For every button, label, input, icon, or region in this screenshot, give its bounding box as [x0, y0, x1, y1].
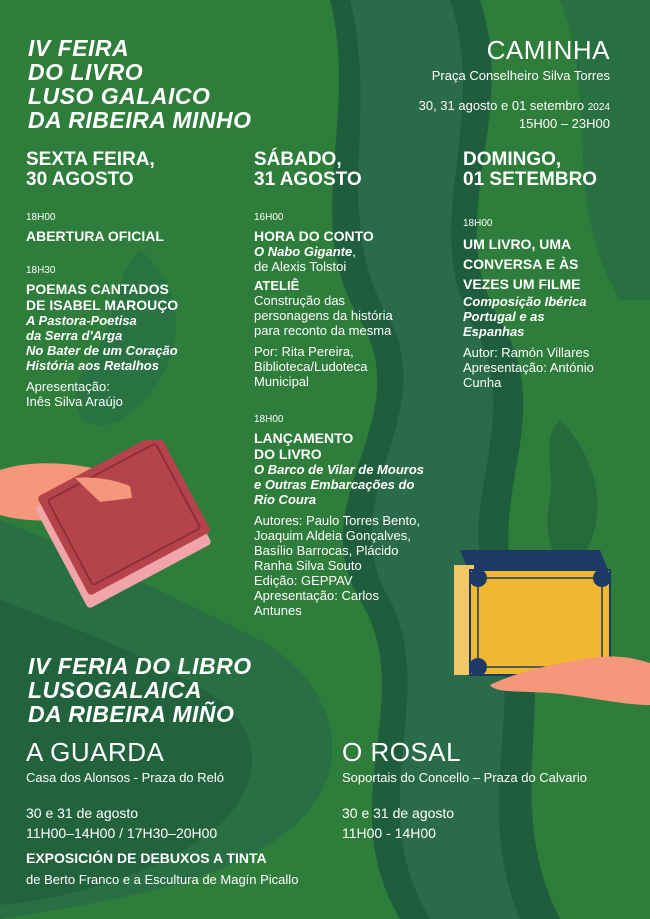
- red-book-icon: [0, 440, 230, 610]
- day-line: SEXTA FEIRA,: [26, 149, 155, 170]
- caminha-dates: [419, 98, 610, 114]
- a-guarda-dates: 30 e 31 de agosto: [26, 805, 139, 821]
- o-rosal-venue: Soportais do Concello – Praza do Calvario: [342, 770, 587, 785]
- event-title-line: UM LIVRO, UMA: [463, 236, 572, 252]
- event-title-line: POEMAS CANTADOS: [26, 281, 169, 297]
- main-title-line: DO LIVRO: [28, 59, 144, 85]
- by-line: Biblioteca/Ludoteca: [254, 359, 368, 374]
- credit-line: Antunes: [254, 603, 302, 618]
- atelier-title: ATELIÊ: [254, 278, 300, 293]
- caminha-venue: Praça Conselheiro Silva Torres: [431, 68, 610, 83]
- credit-line: Apresentação: Carlos: [254, 588, 380, 603]
- work-line: No Bater de um Coração: [26, 343, 178, 358]
- work-line: e Outras Embarcações do: [254, 477, 415, 492]
- galician-title-line: LUSOGALAICA: [28, 677, 203, 703]
- credit-line: Autor: Ramón Villares: [463, 345, 590, 360]
- desc-line: Construção das: [254, 293, 346, 308]
- main-title-line: IV FEIRA: [28, 35, 130, 61]
- event-title: ABERTURA OFICIAL: [26, 228, 164, 244]
- event-credits: [463, 345, 643, 390]
- friday-column: [26, 150, 216, 409]
- yellow-book-icon: [440, 545, 650, 710]
- credit-line: Cunha: [463, 375, 502, 390]
- event-time: 18H00: [463, 218, 493, 229]
- atelier-desc: [254, 293, 454, 338]
- event-title: [254, 430, 454, 462]
- work-suffix: ,: [352, 244, 356, 259]
- event-title-line: LANÇAMENTO: [254, 430, 354, 446]
- a-guarda-block: [26, 738, 224, 843]
- event-works: [26, 313, 216, 373]
- o-rosal-block: [342, 738, 587, 843]
- event-title-line: DE ISABEL MAROUÇO: [26, 297, 179, 313]
- sunday-day-title: [463, 150, 643, 190]
- main-title: [28, 36, 252, 132]
- caminha-dates-text: 30, 31 agosto e 01 setembro: [418, 98, 585, 113]
- work-line: Portugal e as: [463, 309, 545, 324]
- credit-line: Edição: GEPPAV: [254, 573, 353, 588]
- galician-title-line: DA RIBEIRA MIÑO: [28, 701, 235, 727]
- exhibit-title: EXPOSICIÓN DE DEBUXOS A TINTA: [26, 850, 267, 866]
- event-works: [254, 462, 454, 507]
- day-line: SÁBADO,: [254, 149, 342, 170]
- o-rosal-city: O ROSAL: [342, 737, 462, 767]
- event-credits: [254, 513, 454, 618]
- galician-title: [28, 654, 252, 726]
- sunday-column: [463, 150, 643, 390]
- event-title: HORA DO CONTO: [254, 228, 374, 244]
- credit-line: Autores: Paulo Torres Bento,: [254, 513, 420, 528]
- event-work: [254, 244, 454, 259]
- day-line: 31 AGOSTO: [254, 169, 362, 190]
- day-line: 01 SETEMBRO: [463, 169, 598, 190]
- desc-line: para reconto da mesma: [254, 323, 392, 338]
- work-line: Rio Coura: [254, 492, 317, 507]
- credit-line: Basílio Barrocas, Plácido: [254, 543, 399, 558]
- work-line: Espanhas: [463, 324, 525, 339]
- event-title-line: DO LIVRO: [254, 446, 322, 462]
- caminha-year: 2024: [587, 102, 610, 113]
- event-title: [463, 234, 643, 294]
- caminha-city: CAMINHA: [486, 35, 610, 65]
- event-works: [463, 294, 643, 339]
- work-line: História aos Retalhos: [26, 358, 159, 373]
- event-presenter: [26, 379, 216, 409]
- o-rosal-dates: 30 e 31 de agosto: [342, 805, 455, 821]
- event-time: 18H00: [26, 212, 56, 223]
- presenter-line: Apresentação:: [26, 379, 110, 394]
- presenter-line: Inês Silva Araújo: [26, 394, 123, 409]
- event-time: 16H00: [254, 212, 284, 223]
- work-line: O Barco de Vilar de Mouros: [254, 462, 425, 477]
- event-author: de Alexis Tolstoi: [254, 259, 347, 274]
- work-line: da Serra d'Arga: [26, 328, 123, 343]
- day-line: 30 AGOSTO: [26, 169, 134, 190]
- friday-day-title: [26, 150, 216, 190]
- credit-line: Apresentação: António: [463, 360, 594, 375]
- event-title-line: VEZES UM FILME: [463, 276, 581, 292]
- event-title: [26, 281, 216, 313]
- a-guarda-city: A GUARDA: [26, 737, 165, 767]
- credit-line: Joaquim Aldeia Gonçalves,: [254, 528, 411, 543]
- main-title-line: LUSO GALAICO: [28, 83, 211, 109]
- event-time: 18H30: [26, 265, 56, 276]
- saturday-day-title: [254, 150, 454, 190]
- atelier-by: [254, 344, 454, 389]
- event-time: 18H00: [254, 414, 284, 425]
- by-line: Por: Rita Pereira,: [254, 344, 354, 359]
- exhibit-subtitle: de Berto Franco e a Escultura de Magín Picallo: [26, 872, 299, 887]
- main-title-line: DA RIBEIRA MINHO: [28, 107, 252, 133]
- a-guarda-venue: Casa dos Alonsos - Praza do Reló: [26, 770, 224, 785]
- work-line: Composição Ibérica: [463, 294, 587, 309]
- by-line: Municipal: [254, 374, 309, 389]
- saturday-column: [254, 150, 454, 618]
- event-title-line: CONVERSA E ÀS: [463, 256, 579, 272]
- galician-title-line: IV FERIA DO LIBRO: [28, 653, 252, 679]
- day-line: DOMINGO,: [463, 149, 562, 170]
- desc-line: personagens da história: [254, 308, 393, 323]
- work-title: O Nabo Gigante: [254, 244, 353, 259]
- work-line: A Pastora-Poetisa: [26, 313, 137, 328]
- credit-line: Ranha Silva Souto: [254, 558, 362, 573]
- a-guarda-hours: 11H00–14H00 / 17H30–20H00: [26, 825, 218, 841]
- caminha-hours: 15H00 – 23H00: [518, 116, 610, 131]
- o-rosal-hours: 11H00 - 14H00: [342, 825, 436, 841]
